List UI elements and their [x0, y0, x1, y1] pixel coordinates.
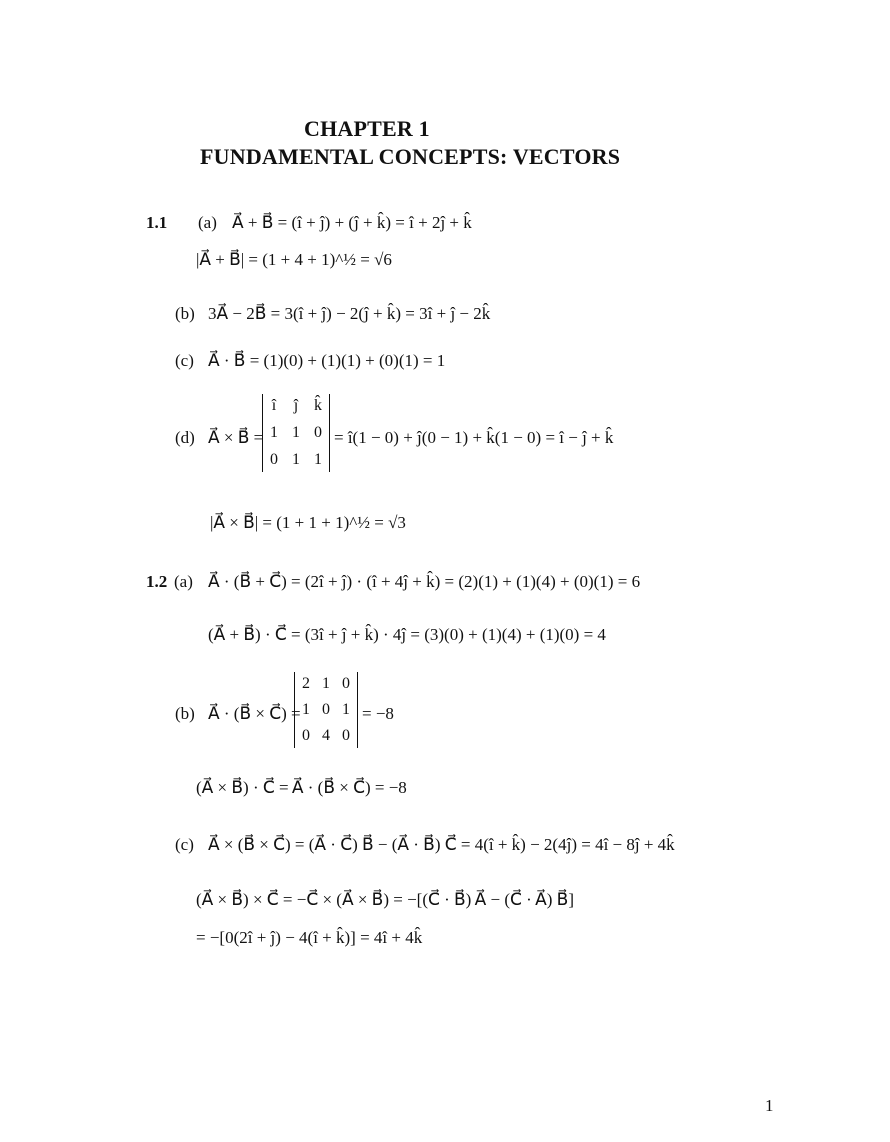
- problem-number-1-2: 1.2: [146, 572, 168, 591]
- matrix-cell: ĵ: [293, 397, 299, 414]
- equation-1-2-a-line1: A⃗ · (B⃗ + C⃗) = (2î + ĵ) · (î + 4ĵ + k̂) = (2)(1) + (1)(4) + (0)(1) = 6: [208, 572, 641, 591]
- part-d-label: (d): [175, 428, 195, 447]
- page-number: 1: [765, 1096, 774, 1115]
- matrix-cell: 0: [270, 451, 278, 468]
- equation-1-2-a-line2: (A⃗ + B⃗) · C⃗ = (3î + ĵ + k̂) · 4ĵ = (3)(0) + (1)(4) + (1)(0) = 4: [208, 625, 606, 644]
- equation-1-1-d-magnitude: |A⃗ × B⃗| = (1 + 1 + 1)^½ = √3: [210, 513, 406, 532]
- equation-1-1-a-sum: A⃗ + B⃗ = (î + ĵ) + (ĵ + k̂) = î + 2ĵ + k̂: [232, 213, 472, 232]
- matrix-cell: î: [271, 397, 277, 414]
- matrix-cell: 4: [322, 727, 330, 744]
- determinant-1-2-b: [294, 672, 358, 748]
- matrix-cell: 0: [302, 727, 310, 744]
- matrix-cell: 1: [292, 451, 300, 468]
- equation-1-2-c-line1: A⃗ × (B⃗ × C⃗) = (A⃗ · C⃗) B⃗ − (A⃗ · B⃗) C⃗ = 4(î + k̂) − 2(4ĵ) = 4î − 8ĵ + 4k̂: [208, 835, 675, 854]
- part-c-label: (c): [175, 835, 194, 854]
- equation-1-1-c: A⃗ · B⃗ = (1)(0) + (1)(1) + (0)(1) = 1: [208, 351, 446, 370]
- matrix-cell: 0: [314, 424, 322, 441]
- matrix-cell: 1: [314, 451, 322, 468]
- chapter-title: FUNDAMENTAL CONCEPTS: VECTORS: [200, 144, 621, 169]
- matrix-cell: 1: [322, 675, 330, 692]
- equation-1-2-b-line2: (A⃗ × B⃗) · C⃗ = A⃗ · (B⃗ × C⃗) = −8: [196, 778, 407, 797]
- matrix-cell: 0: [342, 727, 350, 744]
- equation-1-2-b-rhs: = −8: [362, 704, 394, 723]
- part-c-label: (c): [175, 351, 194, 370]
- matrix-cell: 1: [342, 701, 350, 718]
- determinant-1-1-d: [262, 394, 330, 472]
- part-b-label: (b): [175, 704, 195, 723]
- equation-1-2-b-lhs: A⃗ · (B⃗ × C⃗) =: [208, 704, 301, 723]
- part-b-label: (b): [175, 304, 195, 323]
- problem-number-1-1: 1.1: [146, 213, 168, 232]
- part-a-label: (a): [198, 213, 217, 232]
- equation-1-1-d-lhs: A⃗ × B⃗ =: [208, 428, 264, 447]
- matrix-cell: 2: [302, 675, 310, 692]
- matrix-cell: 0: [322, 701, 330, 718]
- matrix-cell: 1: [270, 424, 278, 441]
- equation-1-1-a-magnitude: |A⃗ + B⃗| = (1 + 4 + 1)^½ = √6: [196, 250, 392, 269]
- equation-1-1-b: 3A⃗ − 2B⃗ = 3(î + ĵ) − 2(ĵ + k̂) = 3î + ĵ − 2k̂: [208, 304, 491, 323]
- part-a-label: (a): [174, 572, 193, 591]
- matrix-cell: k̂: [314, 397, 322, 414]
- chapter-heading: CHAPTER 1: [304, 116, 430, 141]
- matrix-cell: 1: [302, 701, 310, 718]
- equation-1-2-c-line2: (A⃗ × B⃗) × C⃗ = −C⃗ × (A⃗ × B⃗) = −[(C⃗ · B⃗) A⃗ − (C⃗ · A⃗) B⃗]: [196, 890, 574, 909]
- matrix-cell: 0: [342, 675, 350, 692]
- matrix-cell: 1: [292, 424, 300, 441]
- equation-1-1-d-rhs: = î(1 − 0) + ĵ(0 − 1) + k̂(1 − 0) = î − ĵ + k̂: [334, 428, 614, 447]
- equation-1-2-c-line3: = −[0(2î + ĵ) − 4(î + k̂)] = 4î + 4k̂: [196, 928, 423, 947]
